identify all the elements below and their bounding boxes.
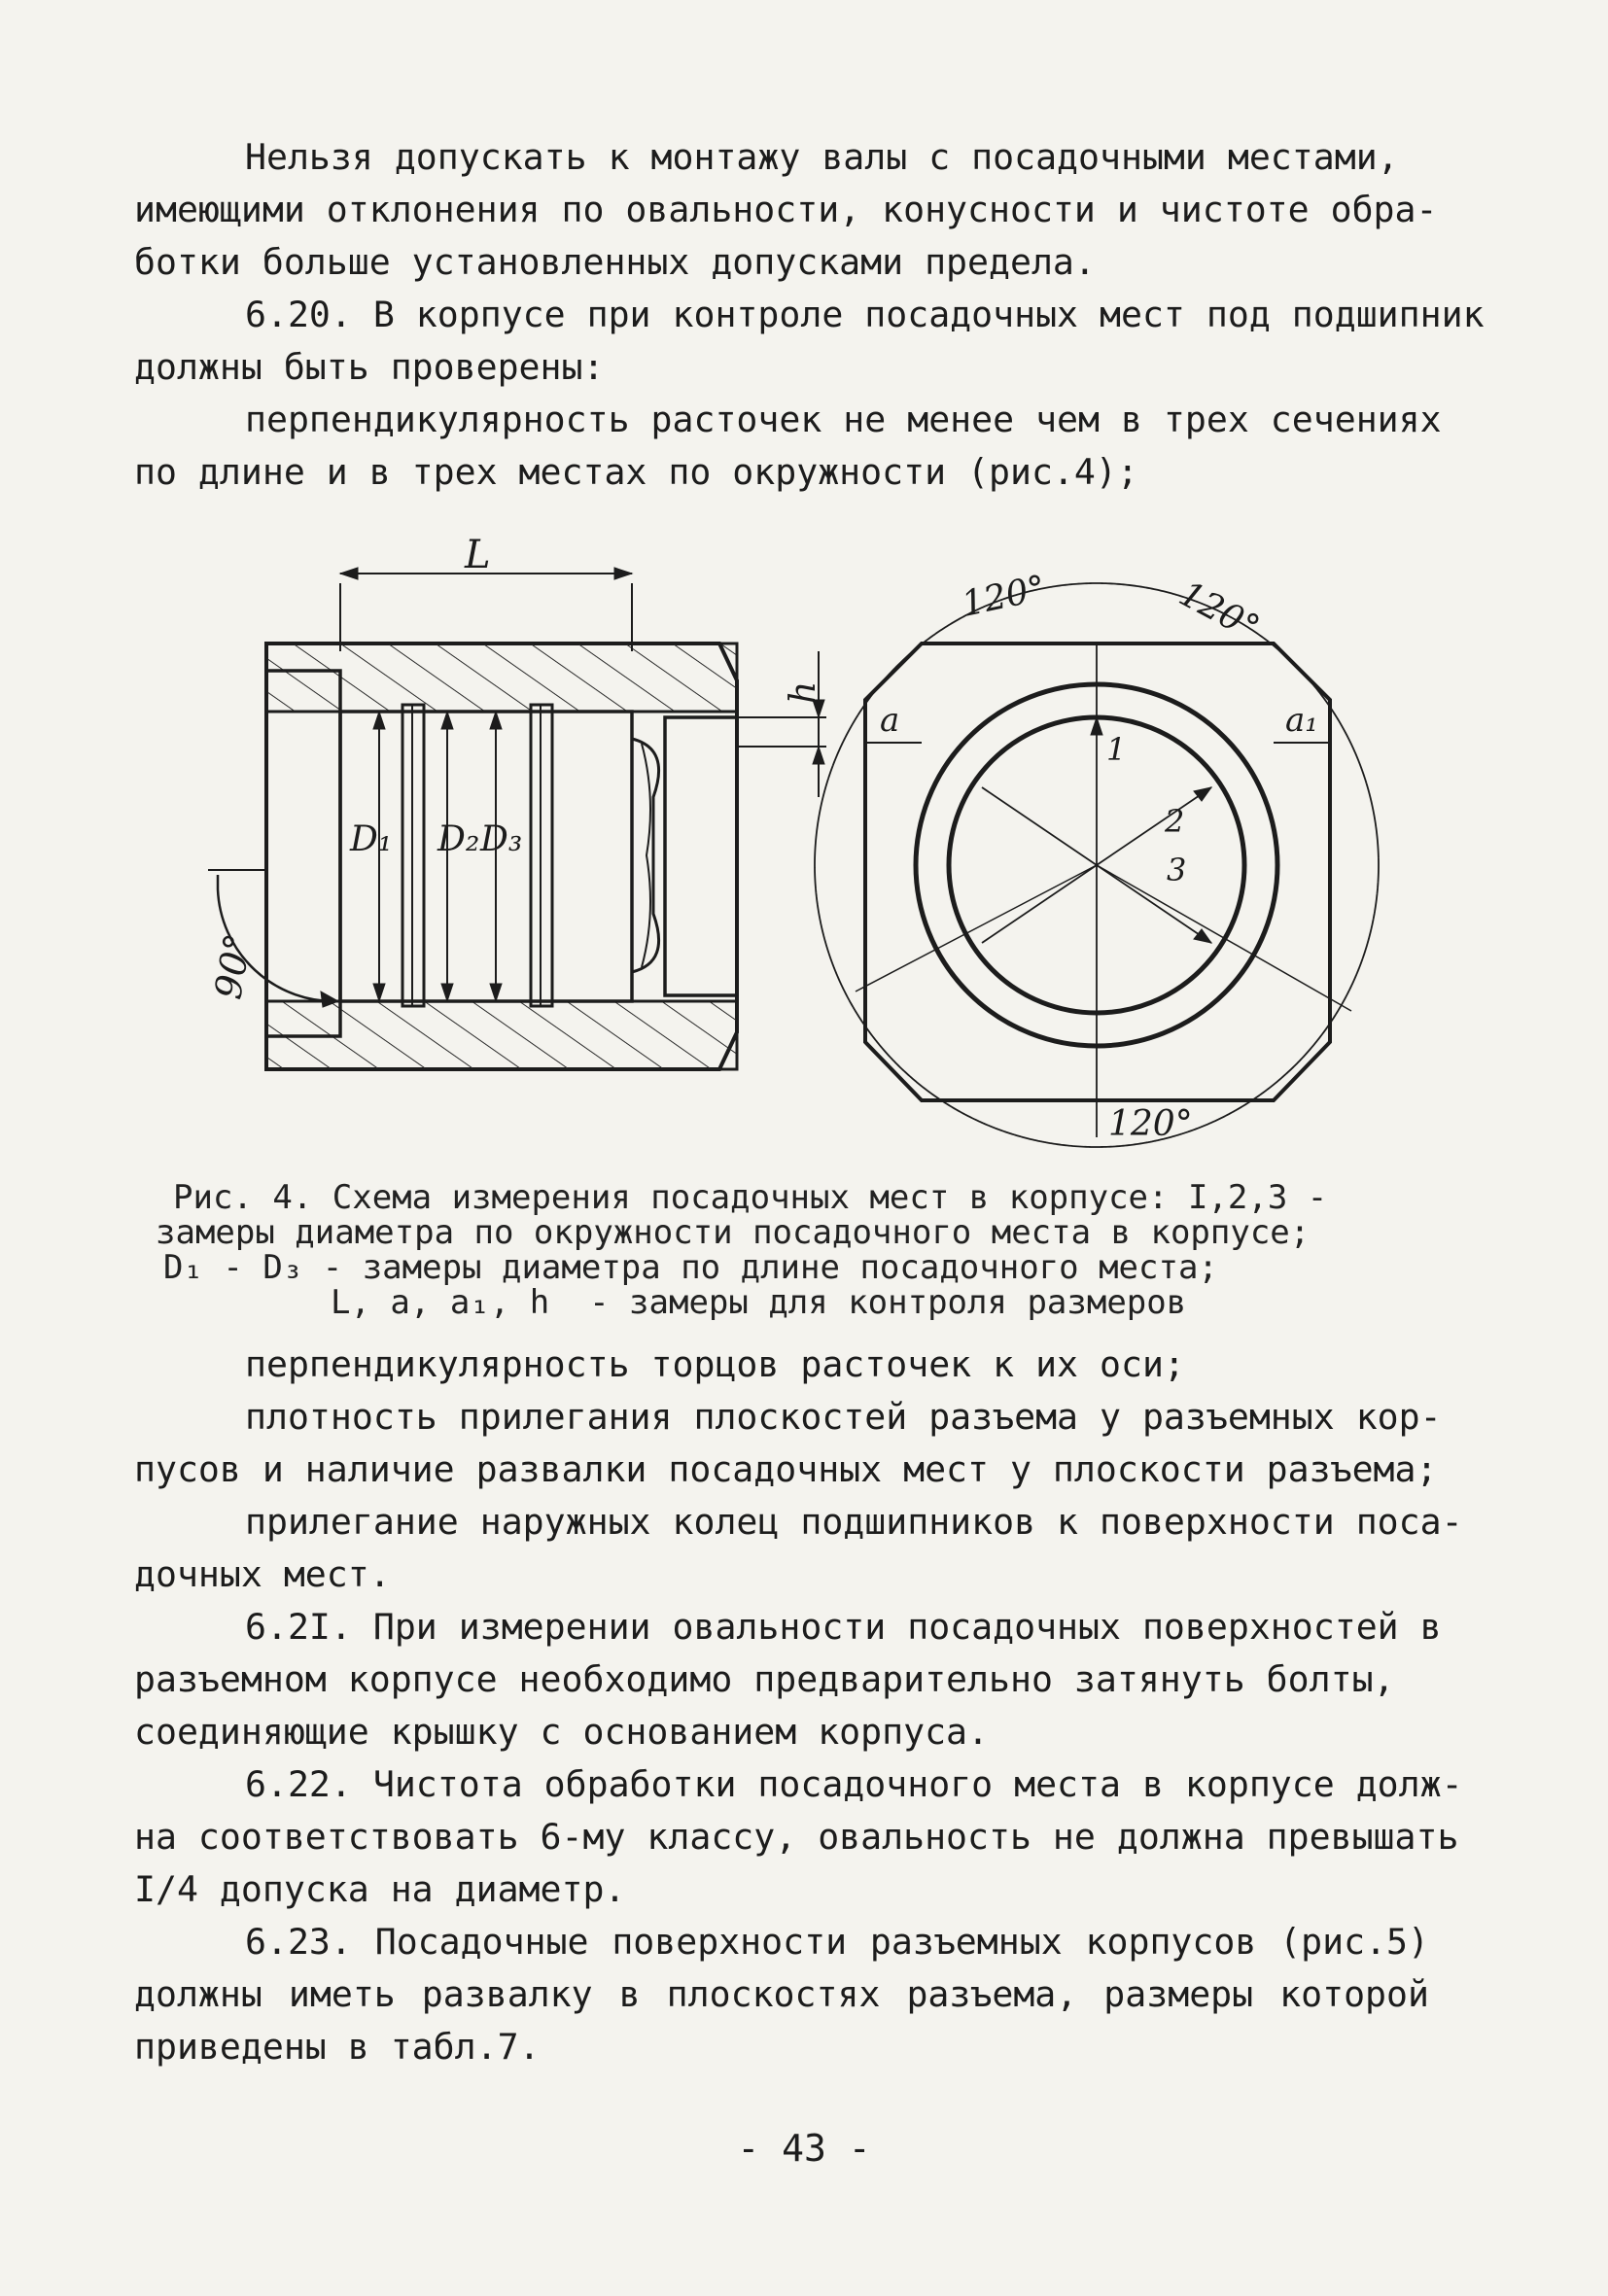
para-line: плотность прилегания плоскостей разъема у разъемных кор- <box>245 1396 1442 1438</box>
para-line: Нельзя допускать к монтажу валы с посадочными местами, <box>245 136 1399 178</box>
dim-label-120-top-left: 120° <box>958 568 1050 625</box>
point-label-2: 2 <box>1165 803 1185 840</box>
figure-caption-line: L, a, a₁, h - замеры для контроля размеров <box>331 1283 1187 1322</box>
dim-label-120-bottom: 120° <box>1108 1104 1193 1144</box>
dim-label-D2: D₂ <box>437 819 480 859</box>
figure-caption-line: D₁ - D₃ - замеры диаметра по длине посадочного места; <box>163 1248 1218 1287</box>
para-line: 6.23. Посадочные поверхности разъемных корпусов (рис.5) <box>245 1921 1429 1963</box>
para-line: 6.22. Чистота обработки посадочного места в корпусе долж- <box>245 1763 1463 1805</box>
para-line: 6.20. В корпусе при контроле посадочных мест под подшипник <box>245 294 1485 335</box>
dim-label-L: L <box>465 533 491 577</box>
para-line: I/4 допуска на диаметр. <box>134 1868 626 1910</box>
dim-label-a1: a₁ <box>1285 701 1318 740</box>
para-line: на соответствовать 6-му классу, овальность не должна превышать <box>134 1816 1459 1858</box>
figure-4-drawing <box>0 505 1608 1176</box>
figure-caption-line: замеры диаметра по окружности посадочного места в корпусе; <box>156 1213 1311 1252</box>
para-line: перпендикулярность торцов расточек к их оси; <box>245 1343 1185 1385</box>
page-number: - 43 - <box>737 2127 871 2170</box>
figure-caption-line: Рис. 4. Схема измерения посадочных мест в корпусе: I,2,3 - <box>173 1178 1328 1217</box>
dim-label-a: a <box>880 701 900 740</box>
para-line: приведены в табл.7. <box>134 2026 541 2068</box>
para-line: должны иметь развалку в плоскостях разъема, размеры которой <box>134 1973 1429 2015</box>
dim-label-D3: D₃ <box>480 819 523 859</box>
point-label-1: 1 <box>1106 731 1127 768</box>
para-line: перпендикулярность расточек не менее чем в трех сечениях <box>245 399 1442 440</box>
para-line: соединяющие крышку с основанием корпуса. <box>134 1711 989 1753</box>
point-label-3: 3 <box>1167 852 1187 888</box>
dim-label-h: h <box>784 680 823 704</box>
dim-label-120-top-right: 120° <box>1172 574 1266 649</box>
housing-section-view <box>208 568 826 1069</box>
para-line: 6.2I. При измерении овальности посадочных поверхностей в <box>245 1606 1442 1648</box>
dim-label-D1: D₁ <box>350 819 393 859</box>
housing-end-view <box>815 583 1379 1147</box>
para-line: должны быть проверены: <box>134 346 605 388</box>
para-line: имеющими отклонения по овальности, конусности и чистоте обра- <box>134 189 1438 230</box>
para-line: по длине и в трех местах по окружности (рис.4); <box>134 451 1138 493</box>
dim-label-90: 90° <box>206 930 261 1003</box>
para-line: пусов и наличие развалки посадочных мест у плоскости разъема; <box>134 1448 1438 1490</box>
para-line: дочных мест. <box>134 1553 391 1595</box>
para-line: ботки больше установленных допусками предела. <box>134 241 1096 283</box>
para-line: прилегание наружных колец подшипников к поверхности поса- <box>245 1501 1463 1543</box>
para-line: разъемном корпусе необходимо предварительно затянуть болты, <box>134 1658 1395 1700</box>
